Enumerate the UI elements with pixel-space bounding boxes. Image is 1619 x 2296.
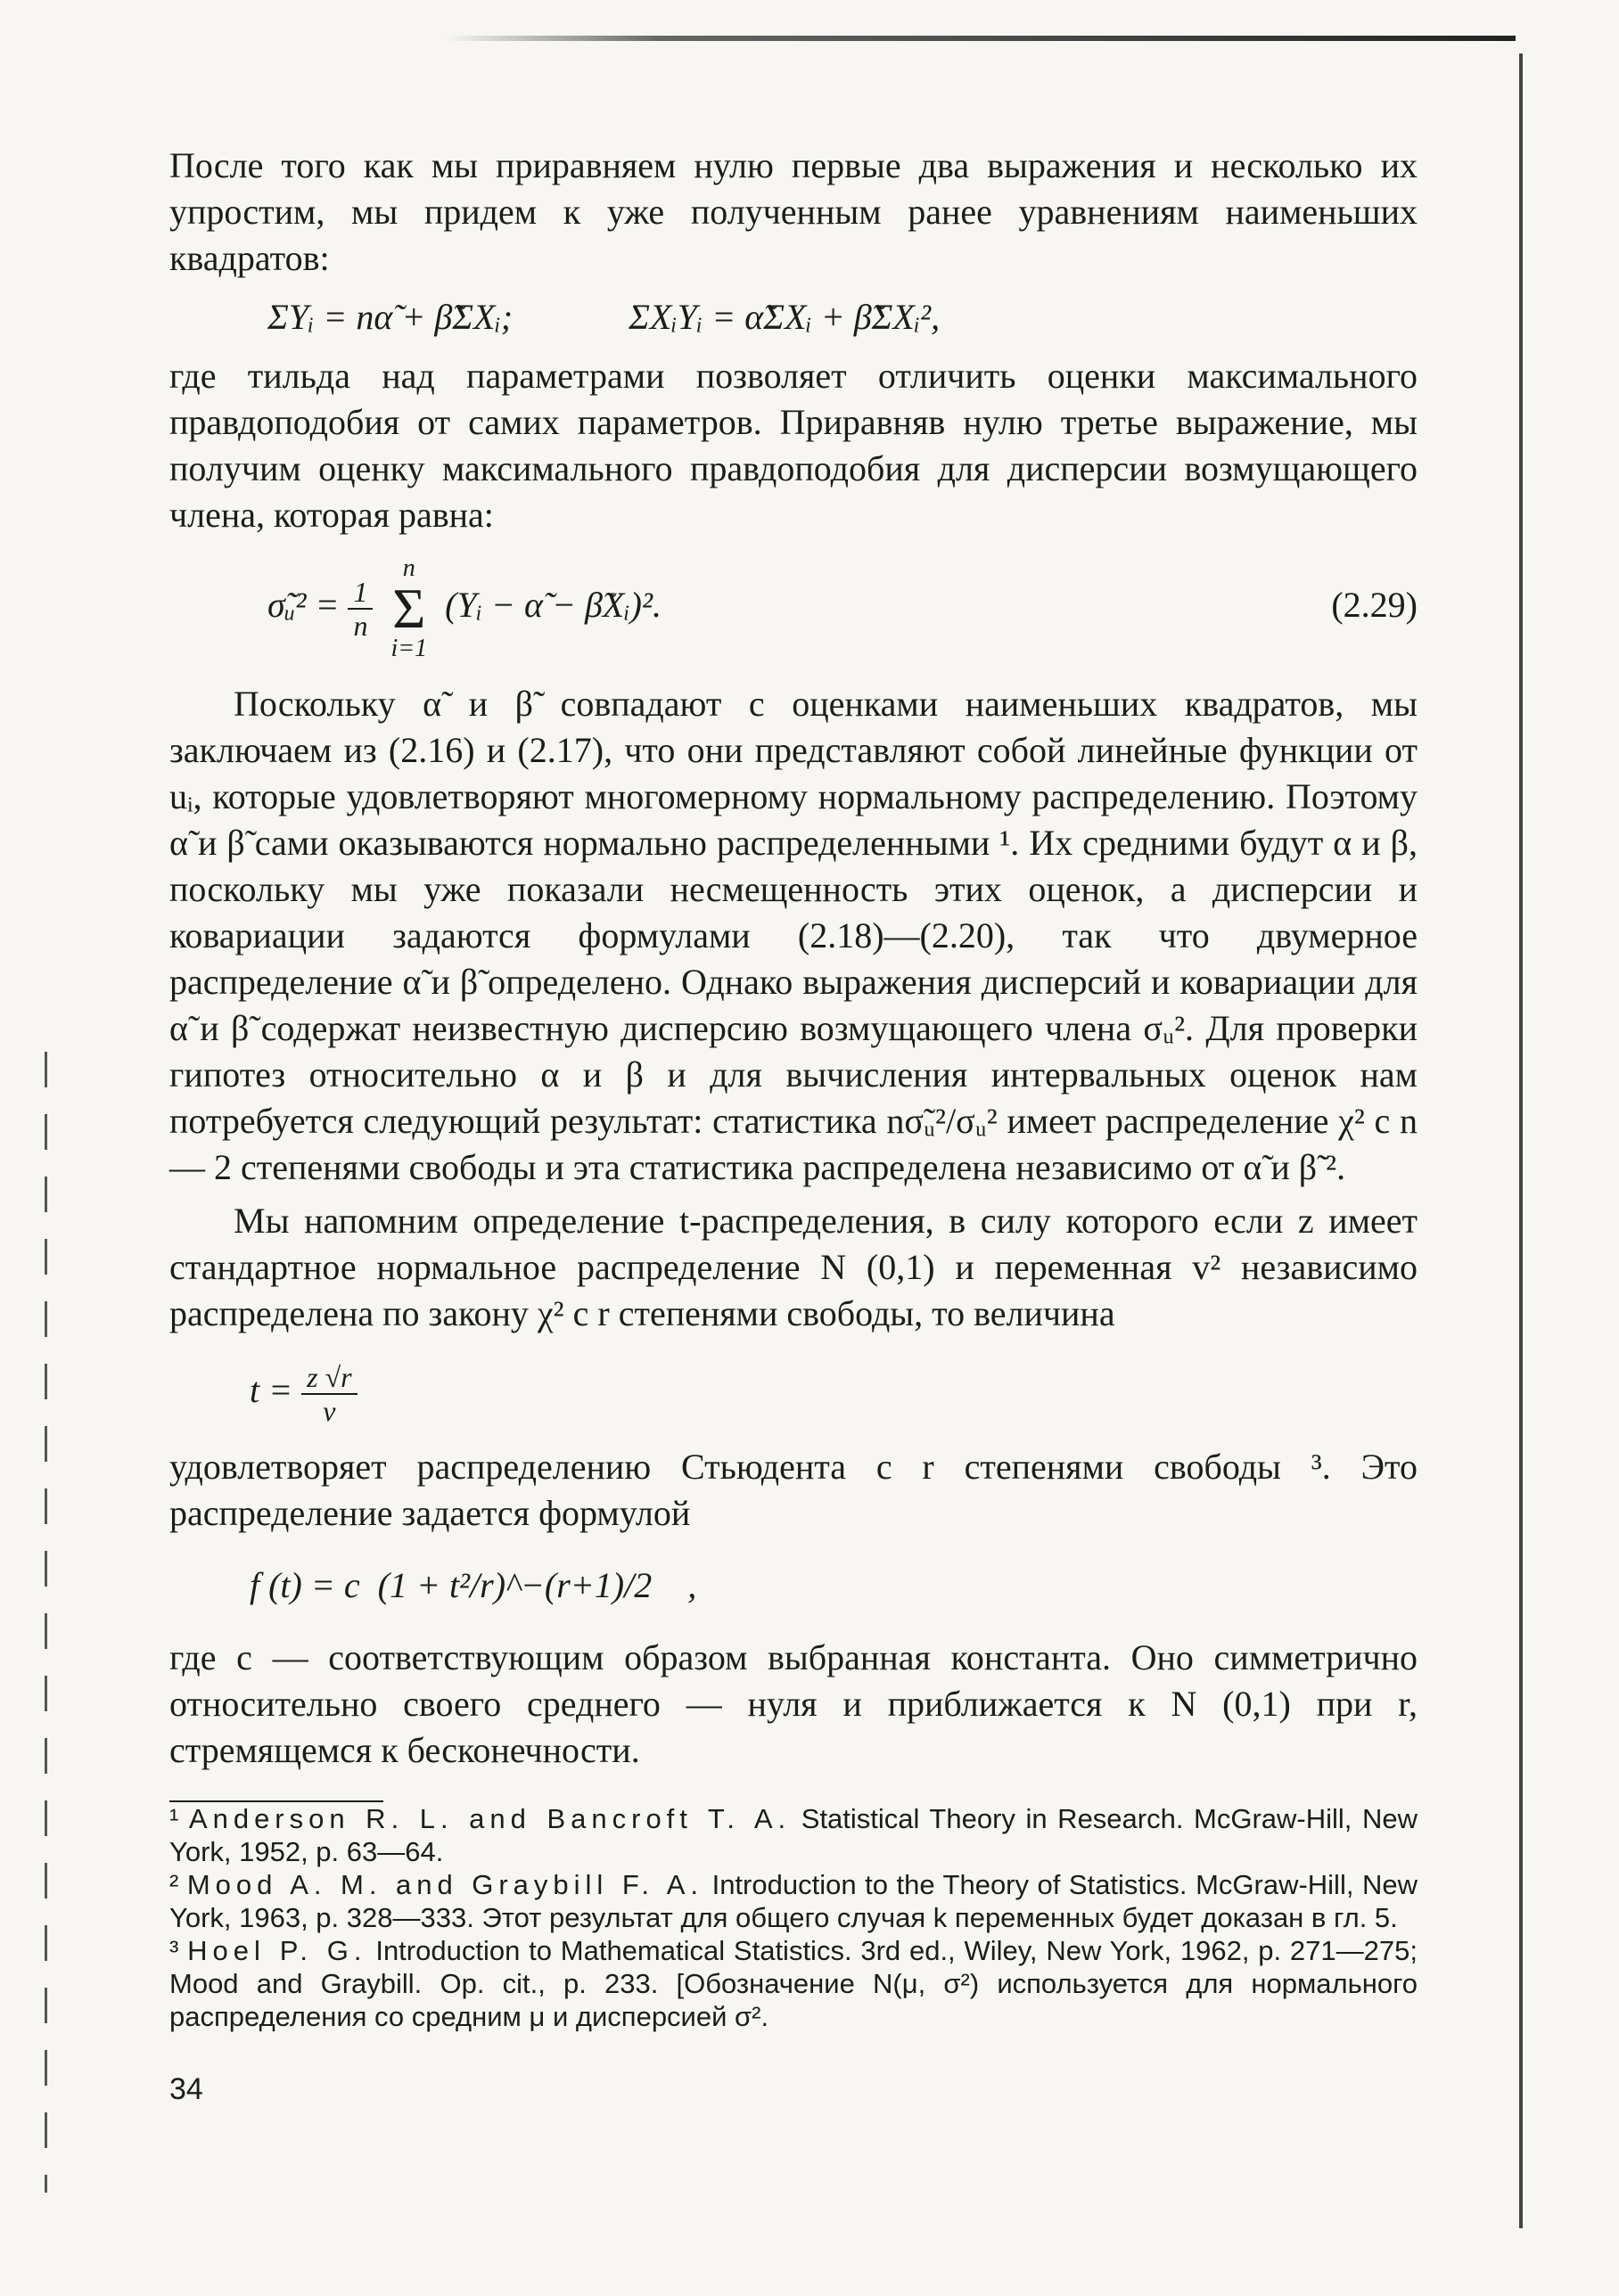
variance-lhs: σ̃ᵤ² = xyxy=(267,585,340,625)
paragraph-6: где c — соответствующим образом выбранная константа. Оно симметрично относительно своего среднего — нуля и приближается к N (0,1) при r, стремящемся к бесконечности. xyxy=(169,1637,1418,1770)
variance-body: (Yᵢ − α̃ − β̃Xᵢ)². xyxy=(445,585,662,625)
footnote-2 xyxy=(169,1868,1418,1934)
footnote-3-authors: Hoel P. G. xyxy=(187,1935,367,1966)
student-density-equation xyxy=(169,1537,1418,1635)
normal-equations xyxy=(169,282,1418,353)
paragraph-5: удовлетворяет распределению Стьюдента с r степенями свободы ³. Это распределение задается формулой xyxy=(169,1447,1418,1533)
summation-lower-limit: i=1 xyxy=(390,634,428,662)
paragraph-4: Мы напомним определение t-распределения, в силу которого если z имеет стандартное нормальное распределение N (0,1) и переменная v² независимо распределена по закону χ² с r степенями свободы, то величина xyxy=(169,1201,1418,1333)
paragraph-3: Поскольку α̃ и β̃ совпадают с оценками наименьших квадратов, мы заключаем из (2.16) и (2.17), что они представляют собой линейные функции от uᵢ, которые удовлетворяют многомерному нормальному распределению. Поэтому α̃ и β̃ сами оказываются нормально распределенными ¹. Их средними будут α и β, поскольку мы уже показали несмещенность этих оценок, а дисперсии и ковариации задаются формулами (2.18)—(2.20), так что двумерное распределение α̃ и β̃ определено. Однако выражения дисперсий и ковариации для α̃ и β̃ содержат неизвестную дисперсию возмущающего члена σᵤ². Для проверки гипотез относительно α и β и для вычисления интервальных оценок нам потребуется следующий результат: статистика nσ̃ᵤ²/σᵤ² имеет распределение χ² с n — 2 степенями свободы и эта статистика распределена независимо от α̃ и β̃ ². xyxy=(169,684,1418,1187)
summation-sign: Σ xyxy=(392,576,426,640)
footnote-3 xyxy=(169,1934,1418,2033)
density-end: , xyxy=(687,1565,697,1605)
normal-equation-2: ΣXᵢYᵢ = α̃ΣXᵢ + β̃ΣXᵢ², xyxy=(629,297,941,337)
footnote-2-mark: ² xyxy=(169,1869,179,1900)
variance-fraction-denominator: n xyxy=(353,609,368,642)
paragraph-2: где тильда над параметрами позволяет отличить оценки максимального правдоподобия от самих параметров. Приравняв нулю третье выражение, мы получим оценку максимального правдоподобия для дисперсии возмущающего члена, которая равна: xyxy=(169,356,1418,535)
variance-fraction-numerator: 1 xyxy=(348,576,373,610)
footnote-1-authors: Anderson R. L. and Bancroft T. A. xyxy=(188,1803,792,1834)
scan-left-edge-marks xyxy=(45,1052,47,2193)
footnote-1 xyxy=(169,1802,1418,1868)
footnote-2-authors: Mood A. M. and Graybill F. A. xyxy=(186,1869,704,1900)
summation xyxy=(390,555,427,662)
page-body xyxy=(169,143,1418,2107)
summation-upper-limit: n xyxy=(402,554,415,582)
variance-fraction xyxy=(348,576,373,642)
footnote-2-text: Introduction to the Theory of Statistics. McGraw-Hill, New York, 1963, p. 328—333. Этот результат для общего случая k переменных будет доказан в гл. 5. xyxy=(169,1869,1418,1933)
variance-equation xyxy=(169,538,1418,672)
footnote-1-mark: ¹ xyxy=(169,1803,179,1834)
t-lhs: t = xyxy=(250,1370,293,1410)
t-fraction xyxy=(301,1361,357,1427)
footnote-1-text: Statistical Theory in Research. McGraw-Hill, New York, 1952, p. 63—64. xyxy=(169,1803,1418,1867)
normal-equation-1: ΣYᵢ = nα̃ + β̃ΣXᵢ; xyxy=(267,297,514,337)
density-lhs: f (t) = c xyxy=(250,1565,360,1605)
t-fraction-numerator: z √r xyxy=(301,1361,357,1395)
page-number: 34 xyxy=(169,2072,203,2106)
scan-top-rule xyxy=(446,36,1516,41)
equation-number: (2.29) xyxy=(1331,585,1418,625)
scan-right-edge-line xyxy=(1519,53,1523,2228)
t-fraction-denominator: v xyxy=(323,1394,336,1427)
footnote-3-mark: ³ xyxy=(169,1935,179,1966)
footnote-3-text: Introduction to Mathematical Statistics. 3rd ed., Wiley, New York, 1962, p. 271—275; Mood and Graybill. Op. cit., p. 233. [Обозначение N(μ, σ²) используется для нормального распределения со средним μ и дисперсией σ². xyxy=(169,1935,1418,2032)
paragraph-1: После того как мы приравняем нулю первые два выражения и несколько их упростим, мы придем к уже полученным ранее уравнениям наименьших квадратов: xyxy=(169,145,1418,278)
t-statistic-equation xyxy=(169,1337,1418,1444)
density-body: (1 + t²/r)^−(r+1)/2 xyxy=(377,1565,653,1605)
